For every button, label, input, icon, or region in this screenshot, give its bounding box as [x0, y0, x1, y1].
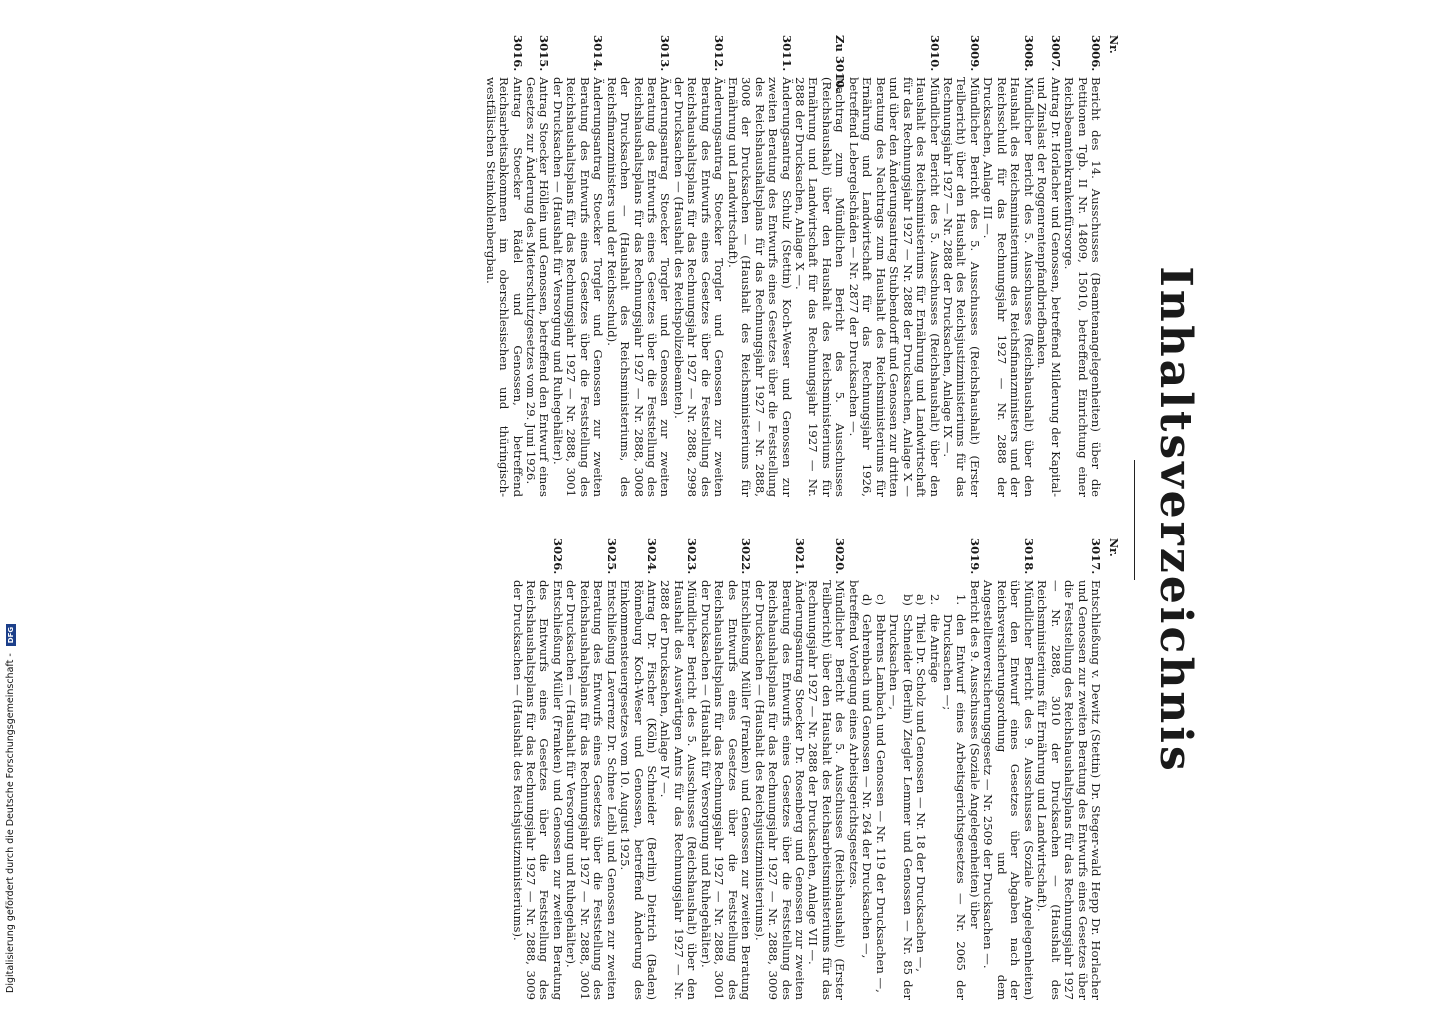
toc-entry — [846, 35, 940, 497]
entry-body — [618, 580, 658, 1000]
entry-body — [941, 77, 981, 497]
entry-body — [564, 580, 618, 1000]
toc-entry — [698, 538, 752, 1000]
sublist-item — [914, 594, 927, 1000]
entry-text: Mündlicher Bericht des 5. Ausschusses (Reichshaushalt) über den Haushalt des Reichsministeriums für Ernährung und Landwirtschaft für das Rechnungsjahr 1927 — Nr. 2888 der Drucksachen, Anlage X — und über den Änderungsantrag Stubbendorff und Genossen zur dritten Beratung des Nachtrags zum Haushalt des Reichsministeriums für Ernährung und Landwirtschaft für das Rechnungsjahr 1926, betreffend Lebergelschäden — Nr. 2877 der Drucksachen —. — [846, 77, 942, 497]
entry-text: Antrag Stoecker Rädel und Genossen, betreffend Reichsarbeitsabkommen im oberschlesischen und thüringisch-westfälischen Steinkohlenbergbau. — [483, 77, 525, 497]
entry-number: 3008. — [1021, 35, 1036, 72]
entry-text: Antrag Dr. Fischer (Köln) Schneider (Berlin) Dietrich (Baden) Rönneburg Koch-Weser und Genossen, betreffend Änderung des Einkommensteuergesetzes vom 10. August 1925. — [618, 580, 660, 1000]
entry-text: Mündlicher Bericht des 5. Ausschusses (Reichshaushalt) über den Haushalt des Reichsministeriums des Reichsfinanzministers und der Reichsschuld für das Rechnungsjahr 1927 — Nr. 2888 der Drucksachen, Anlage III —. — [981, 77, 1036, 497]
entry-body — [1062, 77, 1102, 497]
entry-number: 3017. — [1089, 538, 1103, 575]
entry-body — [725, 77, 792, 497]
sublist-label: d) — [860, 594, 875, 606]
entry-text: Entschließung Müller (Franken) und Genossen zur zweiten Beratung des Entwurfs eines Gesetzes über die Feststellung des Reichshaushaltsplans für das Rechnungsjahr 1927 — Nr. 2888, 3001 der Drucksachen — (Haushalt für Versorgung und Ruhegehälter). — [698, 580, 754, 1000]
entry-number: 3020. — [833, 538, 848, 575]
sublist-item — [873, 594, 886, 1000]
entry-number: Zu 3010. — [833, 35, 848, 93]
sublist-text: Behrens Lambach und Genossen — Nr. 119 der Drucksachen —, — [873, 614, 888, 993]
footer-text: Digitalisierung gefördert durch die Deutsche Forschungsgemeinschaft - — [5, 653, 16, 993]
entry-text: Antrag Stoecker Höllein und Genossen, betreffend den Entwurf eines Gesetzes zur Änderung des Mieterschutzgesetzes vom 29. Juni 1926. — [523, 77, 552, 497]
toc-entry — [981, 35, 1035, 497]
dfg-logo: DFG — [6, 624, 16, 646]
entry-body — [981, 580, 1035, 1000]
entry-number: 3022. — [739, 538, 754, 575]
page-title: Inhaltsverzeichnis — [1150, 266, 1201, 774]
right-column — [510, 538, 1102, 1000]
entry-number: 3006. — [1089, 35, 1103, 72]
entry-number: 3007. — [1048, 35, 1063, 72]
toc-entry — [793, 35, 847, 497]
entry-body — [981, 77, 1035, 497]
entry-body — [846, 580, 981, 1000]
sublist-item — [887, 594, 914, 1000]
entry-text: Entschließung Laverrenz Dr. Schnee Leibl und Genossen zur zweiten Beratung des Entwurfs eines Gesetzes über die Feststellung des Reichshaushaltsplans für das Rechnungsjahr 1927 — Nr. 2888, 3001 der Drucksachen — (Haushalt für Versorgung und Ruhegehälter). — [564, 580, 619, 1000]
toc-entry — [524, 35, 551, 497]
entry-number: 3014. — [591, 35, 606, 72]
entry-body — [672, 77, 726, 497]
entry-body — [550, 77, 604, 497]
entry-text: Entschließung Müller (Franken) und Genossen zur zweiten Beratung des Entwurfs eines Gesetzes über die Feststellung des Reichshaushaltsplans für das Rechnungsjahr 1927 — Nr. 2888, 3009 der Drucksachen — (Haushalt des Reichsjustizministeriums). — [510, 580, 565, 1000]
entry-text: Mündlicher Bericht des 5. Ausschusses (Reichshaushalt) (Erster Teilbericht) über den Haushalt des Reichsarbeitsministeriums für das Rechnungsjahr 1927 — Nr. 2888 der Drucksachen, Anlage VII —. — [806, 580, 848, 1000]
toc-entry — [752, 538, 806, 1000]
entry-number: 3019. — [967, 538, 982, 575]
entry-text: Bericht des 9. Ausschusses (Soziale Angelegenheiten) über — [967, 580, 982, 929]
sublist-label: b) — [900, 594, 915, 606]
digitization-footer — [5, 608, 17, 993]
entry-text: Änderungsantrag Stoecker Dr. Rosenberg und Genossen zur zweiten Beratung des Entwurfs eines Gesetzes über die Feststellung des Reichshaushaltsplans für das Rechnungsjahr 1927 — Nr. 2888, 3009 der Drucksachen — (Haushalt des Reichsjustizministeriums). — [752, 580, 808, 1000]
entry-number: 3016. — [510, 35, 525, 72]
entry-body — [846, 77, 940, 497]
entry-text: Änderungsantrag Schulz (Stettin) Koch-Weser und Genossen zur zweiten Beratung des Entwurfs eines Gesetzes über die Feststellung des Reichshaushaltsplans für das Rechnungsjahr 1927 — Nr. 2888, 3008 der Drucksachen — (Haushalt des Reichsministeriums für Ernährung und Landwirtschaft). — [725, 77, 794, 497]
entry-number: 3010. — [927, 35, 942, 72]
sublist-label: 2. — [927, 594, 942, 606]
sublist-text: die Anträge — [927, 614, 942, 683]
toc-entry — [981, 538, 1035, 1000]
left-column-header: Nr. — [1107, 35, 1120, 54]
entry-number: 3025. — [604, 538, 619, 575]
sublist-label: 1. — [954, 594, 969, 606]
entry-number: 3015. — [537, 35, 552, 72]
toc-entry — [550, 35, 604, 497]
entry-number: 3011. — [779, 35, 794, 72]
entry-number: 3013. — [658, 35, 673, 72]
toc-entry — [658, 538, 698, 1000]
sublist-text: den Entwurf eines Arbeitsgerichtsgesetzes — Nr. 2065 der Drucksachen —; — [941, 614, 969, 1000]
left-column — [483, 35, 1102, 497]
sublist-text: Thiel Dr. Scholz und Genossen — Nr. 18 der Drucksachen —, — [914, 614, 929, 972]
entry-body — [1035, 580, 1102, 1000]
entry-number: 3021. — [793, 538, 808, 575]
toc-entry — [1035, 538, 1102, 1000]
entry-body — [604, 77, 671, 497]
entry-body — [658, 580, 698, 1000]
toc-entry — [604, 35, 671, 497]
rotated-page — [110, 20, 1210, 1020]
toc-entry — [941, 35, 981, 497]
entry-number: 3023. — [685, 538, 700, 575]
entry-body — [510, 580, 564, 1000]
entry-number: 3012. — [712, 35, 727, 72]
toc-entry — [1035, 35, 1062, 497]
toc-entry — [725, 35, 792, 497]
sublist-text: Schneider (Berlin) Ziegler Lemmer und Genossen — Nr. 85 der Drucksachen —, — [887, 614, 915, 1000]
entry-text: Entschließung v. Dewitz (Stettin) Dr. Steger-wald Hepp Dr. Horlacher und Genossen zur zweiten Beratung des Entwurfs eines Gesetzes über die Feststellung des Reichshaushaltsplans für das Rechnungsjahr 1927 — Nr. 2888, 3010 der Drucksachen — (Haushalt des Reichsministeriums für Ernährung und Landwirtschaft). — [1035, 580, 1103, 1000]
toc-entry — [1062, 35, 1102, 497]
entry-text: Mündlicher Bericht des 5. Ausschusses (Reichshaushalt) (Erster Teilbericht) über den Haushalt des Reichsjustizministeriums für das Rechnungsjahr 1927 — Nr. 2888 der Drucksachen, Anlage IX —. — [941, 77, 982, 497]
toc-entry — [618, 538, 658, 1000]
toc-entry — [483, 35, 523, 497]
entry-text: Mündlicher Bericht des 5. Ausschusses (Reichshaushalt) über den Haushalt des Auswärtigen Amts für das Rechnungsjahr 1927 — Nr. 2888 der Drucksachen, Anlage IV —. — [658, 580, 700, 1000]
right-column-header: Nr. — [1107, 538, 1120, 557]
toc-entry — [510, 538, 564, 1000]
entry-text: Änderungsantrag Stoecker Torgler und Genossen zur zweiten Beratung des Entwurfs eines Gesetzes über die Feststellung des Reichshaushaltsplans für das Rechnungsjahr 1927 — Nr. 2888, 3008 der Drucksachen — (Haushalt des Reichsministeriums, des Reichsfinanzministers und der Reichsschuld). — [604, 77, 673, 497]
entry-number: 3018. — [1021, 538, 1036, 575]
entry-body — [752, 580, 806, 1000]
entry-text: Änderungsantrag Stoecker Torgler und Genossen zur zweiten Beratung des Entwurfs eines Gesetzes über die Feststellung des Reichshaushaltsplans für das Rechnungsjahr 1927 — Nr. 2888, 3001 der Drucksachen — (Haushalt für Versorgung und Ruhegehälter). — [550, 77, 606, 497]
toc-entry — [846, 538, 981, 1000]
sublist-label: a) — [914, 594, 929, 606]
entry-body — [1035, 77, 1062, 497]
entry-text: Mündlicher Bericht des 9. Ausschusses (Soziale Angelegenheiten) über den Entwurf eines Gesetzes über Abgaben nach der Reichsversicherungsordnung und dem Angestelltenversicherungsgesetz — Nr. 2509 der Drucksachen —. — [981, 580, 1036, 1000]
toc-entry — [564, 538, 618, 1000]
entry-body — [793, 77, 847, 497]
entry-number: 3026. — [550, 538, 565, 575]
entry-body — [524, 77, 551, 497]
toc-entry — [806, 538, 846, 1000]
entry-number: 3009. — [967, 35, 982, 72]
entry-body — [483, 77, 523, 497]
sublist-text: Gehrenbach und Genossen — Nr. 264 der Drucksachen —, — [860, 614, 875, 959]
entry-number: 3024. — [645, 538, 660, 575]
entry-body — [806, 580, 846, 1000]
entry-text: Bericht des 14. Ausschusses (Beamtenangelegenheiten) über die Petitionen Tgb. II Nr. 14809, 15010, betreffend Einrichtung einer Reichsbeamtenkrankenfürsorge. — [1062, 77, 1103, 497]
entry-text: Antrag Dr. Horlacher und Genossen, betreffend Milderung der Kapital- und Zinslast der Roggenrentenpfandbriefbanken. — [1035, 77, 1063, 497]
entry-text: Änderungsantrag Stoecker Torgler und Genossen zur zweiten Beratung des Entwurfs eines Gesetzes über die Feststellung des Reichshaushaltsplans für das Rechnungsjahr 1927 — Nr. 2888, 2998 der Drucksachen — (Haushalt des Reichspolizeibeamten). — [671, 77, 727, 497]
sublist-item — [941, 594, 968, 1000]
title-rule — [1134, 460, 1135, 580]
entry-sublist — [860, 580, 968, 1000]
sublist-item — [860, 594, 873, 1000]
entry-tail: betreffend Vorlegung eines Arbeitsgerichtsgesetzes. — [846, 580, 861, 889]
sublist-item — [927, 594, 940, 1000]
entry-body — [698, 580, 752, 1000]
entry-text: Nachtrag zum Mündlichen Bericht des 5. Ausschusses (Reichshaushalt) über den Haushalt des Reichsministeriums für Ernährung und Landwirtschaft für das Rechnungsjahr 1927 — Nr. 2888 der Drucksachen, Anlage X —. — [793, 77, 848, 497]
sublist-label: c) — [873, 594, 888, 606]
toc-entry — [672, 35, 726, 497]
